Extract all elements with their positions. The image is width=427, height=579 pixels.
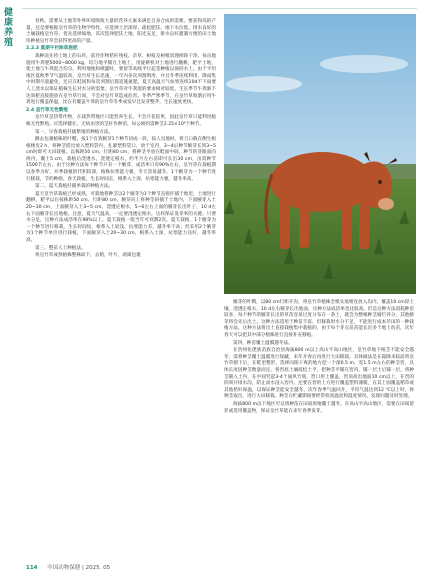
right-column — [224, 300, 414, 416]
body-paragraph: 夏天皇竹草栽植已经成熟，可就地将种茎以2个腋芽为1个种节直接扦插于地里，土地进行翻耕，耙平以后按株距50 cm、行距80 cm，腋芽向上将种茎斜插于土地内，下面腋芽入土20~30 cm，上面腋芽入土3~5 cm，浇透定根水，5~6左右上面的腋芽长出叶子，10 d左右下面腋芽长出地根。注意，夏天气温高，一定要浇透定根水，这样保证发芽率的关键。只要水分足，这种方法成活率在98%以上。夏天栽植一般当年可刈割2次。夏天栽植，1个腋芽为一个种节进行移栽，生长时间短，根系入土较浅，抗寒能力差，越冬率不高；但采用2个腋芽为1个种节单位进行栽植，下面腋芽入土20~30 cm，根系入土深，抗寒能力良好，越冬率高。 — [26, 191, 216, 243]
body-paragraph: 第一，早春栽植扦插繁殖的种植方法。 — [35, 129, 114, 135]
page-footer — [26, 563, 110, 571]
section-heading: 2.2.3 夏期牛栏除草施肥 — [26, 46, 78, 52]
body-paragraph: 在贵州化佬族苗族自治县海拔800 m以上高山半高山地区，皇竹草地下根茎不能安全越冬，需将种茎覆土温膜进行保藏，来年开春后再进行大田移栽。具体做法是在霜降来临前将皇竹草割下后，在畦里整形，选择向阳干爽的地方挖一个深0.5 m、宽1.5 m左右的种茎窖，具体长度因种茎数量而定。将窖底土壤疏松土平，把种茎平铺在窖内，铺一层土后铺一层，将种茎铺入土内，在中间竖起3-4个通风竹筒，窖口用土覆盖，窖顶高出地面10 cm以上，在窖的四周开排水沟，防止雨水浸入窖内。还要在窖的上方进行覆盖塑料薄膜，在其上面覆盖稻草或其他秸秆保温，以保证种茎能安全越冬。次年春季气温回升，平均气温达到12 ℃以上时，将种茎取出，进行大田移栽。种茎在贮藏期间要经常检查温度和湿度情况，发现问题及时处理。 — [224, 348, 414, 400]
journal-title: 中国动物保健 | 2025. 05 — [47, 565, 111, 571]
body-paragraph: 皇竹草是热带作物，在栽热带地区只能营养生长，不会开花结果，因此皇竹草只能利用植株无性繁殖。应选择健壮，无病虫害的茎秆作种苗，每公顷约需种茎2.25×10⁴个种节。 — [26, 115, 216, 127]
body-paragraph: 腋芽的叶鞘，以80 cm行距开沟，将皇竹草植株全根头尾相连放入沟内，覆盖10 cm厚土壤，浇透定根水，10 d左右腋芽长出地面，这种方法成活率也比较高。但是这种方法消耗种苗较多，每个种节的腋芽长出的草苗容易过度分布在一条土，就会为整根种茎腐烂养分，其他腋芽将会先后出土。这种方法适用于种苗丰富，但移栽时水分不足，不能进行成本苹田的一种栽植方法。这种方法将出土直接栽植集中栽植的，由于每个芽点苗苗能长出多个地上幼苗，次年春天可以把其中部分植株进行直接补充移植。 — [224, 300, 414, 338]
body-paragraph: 栽种前先将土地上的石块、前茬作物秸秆残枝、杂草、树枝及树根清理掉除干净。每亩地施用牛粪肥5000~8000 kg，均匀地平铺在土地上，用旋耕机对土地进行翻耕，耙平土地，使土地与牛粪混合均匀。利用地地和喷灌时，要留等高线平行起垄种植以保持水土。由于平坦地区夏秋季节气温较高，皇竹草生长迅速，一年内多次刈割利用，并且冬季连续利用，降雨集中时期尽量避免，还应在畦间和每次刈割后都追施氮肥。夏天高温天气如果连续10d不下雨要人工浇水以保证植株生长对水分的需要。皇竹草对牛粪混的要求相对较低，生长季节牛粪渐不达效耙直接施放在皇竹草行间，不会对皇竹草造成危害。冬季严寒季节，在皇竹草收割后用牛粪进行覆盖保温，比在有覆盖牛粪的皇竹草冬季成发早且发芽整齐，生长速度更快。 — [26, 53, 216, 106]
section-tab-label: 健康养殖 — [4, 8, 14, 48]
section-heading: 2.4 皇竹草无性繁殖 — [26, 107, 68, 113]
cow-photo — [224, 14, 416, 294]
cow-illustration — [224, 14, 416, 294]
body-paragraph: 撕去包裹植株的叶鞘，按1个有效腋芽1个种节切成一段，按人员地时，将刀口截在侧生根根楼皮2 h，将种茎捞出放入塑料袋内，扎紧塑料袋口，放于室内，3~4后种节腋芽长到3~5 cm时即可大田栽植。以株距50 cm、行距80 cm，将种茎平放在畦面中间，种节的芽眼面向两内，覆土5 cm，栽植后浇透水，浇透定根水，约半月左右苗即可长出30 cm，亩需种节1500节左右。由于这种方法每个种节只有一个腋芽，成活率只有90%左右，皇竹草在栽植期以春季为好，并季栽植的代积较深，植株抗寒能力强，冬天容易越冬。1个腋芽为一个种节进行移栽，节约种源。春天栽植，生长时间长，根系入土深，抗寒能力强，越冬率高。 — [26, 137, 216, 182]
body-paragraph: 将皇竹草成熟植株整株砍下，去梢，叶片，剥离包裹 — [35, 253, 141, 259]
body-paragraph: 第四，种苗覆土温膜越冬法。 — [233, 340, 293, 346]
left-column — [26, 19, 216, 261]
body-paragraph: 第二，夏天栽植扦插单栽的种植方法。 — [35, 184, 114, 190]
body-paragraph: 育秋。需要从土地等外界环境吸收大量的营养元素来满足自身合成的需要。要获得高的产量，还是要根据皇竹草的生物学特性，应选择土层深厚、疏松肥沃、地下水位低、排水良好的土壤栽植皇竹草。优先选择坡地，其次选择肥沃土地，阳光充足，排水良好灌溉方便的田土地块种植皇竹草会获得更高的产量。 — [26, 19, 216, 44]
section-sidebar — [0, 0, 22, 579]
body-paragraph: 海拔800 m以下地区可以将种苗在田间原地覆土越冬。在高山半高山地区，需要在田间留茬或选用覆盖物，保证皇竹草能在来年春季发芽。 — [224, 401, 414, 414]
header-rule — [22, 8, 417, 9]
body-paragraph: 第三，整苗人土种植法。 — [35, 245, 86, 251]
page-number: 114 — [26, 565, 38, 571]
